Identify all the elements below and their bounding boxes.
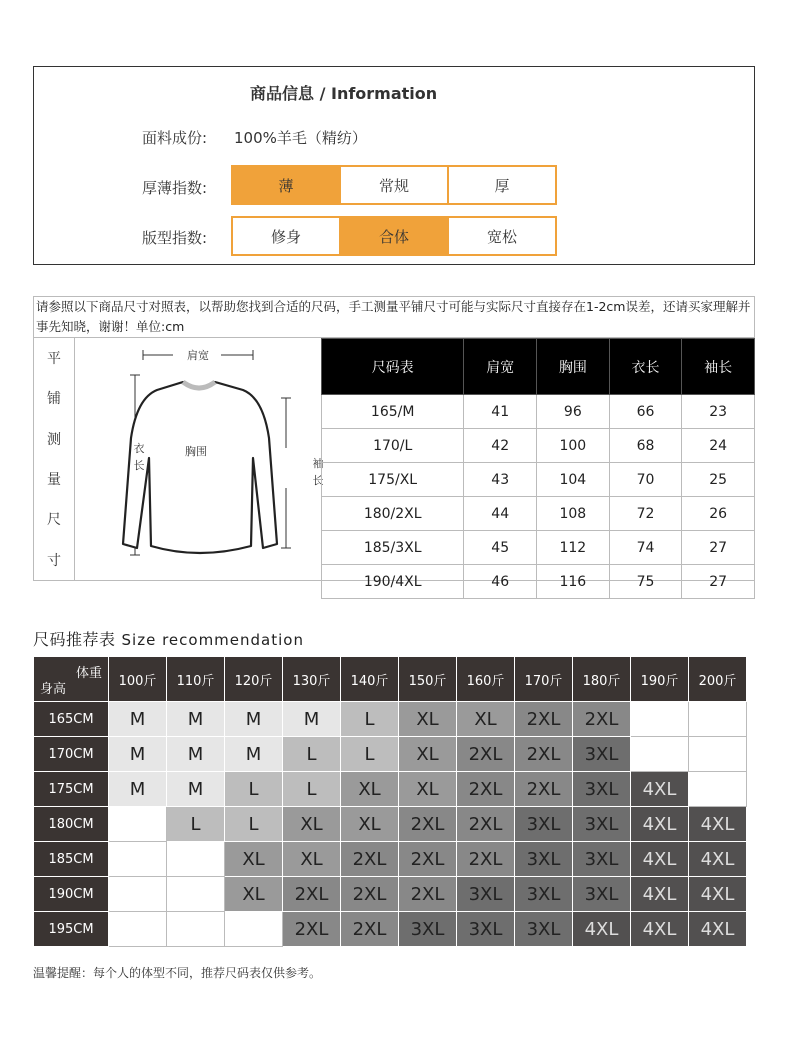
fit-options (231, 216, 557, 256)
corner-height: 身高 (40, 682, 67, 697)
weight-header: 180斤 (573, 657, 631, 702)
size-chart-cell: 42 (464, 429, 537, 463)
recommend-cell: 2XL (341, 912, 399, 947)
height-header: 185CM (34, 842, 109, 877)
recommend-cell: 2XL (341, 842, 399, 877)
recommend-cell: M (109, 772, 167, 807)
thickness-option-thick: 厚 (447, 165, 557, 205)
fit-option-slim: 修身 (231, 216, 341, 256)
side-char: 铺 (47, 391, 61, 408)
recommend-cell: XL (283, 807, 341, 842)
size-chart-cell: 27 (682, 565, 755, 599)
recommend-cell: 4XL (689, 912, 747, 947)
chest-label: 胸围 (185, 445, 207, 458)
recommend-table (33, 656, 747, 947)
recommend-row (34, 772, 747, 807)
col-shoulder: 肩宽 (464, 339, 537, 395)
corner-weight: 体重 (75, 666, 102, 681)
recommend-cell: 2XL (399, 877, 457, 912)
size-chart-cell: 46 (464, 565, 537, 599)
size-chart-cell: 43 (464, 463, 537, 497)
recommend-cell: 2XL (457, 772, 515, 807)
recommend-cell: XL (457, 702, 515, 737)
recommend-title (33, 627, 304, 650)
size-chart-cell: 74 (609, 531, 682, 565)
recommend-cell: 4XL (689, 807, 747, 842)
size-chart-cell: 44 (464, 497, 537, 531)
recommend-cell: 3XL (515, 842, 573, 877)
size-chart-cell: 175/XL (322, 463, 464, 497)
size-chart-cell: 100 (537, 429, 610, 463)
recommend-cell (167, 877, 225, 912)
weight-header: 100斤 (109, 657, 167, 702)
recommend-row (34, 737, 747, 772)
thickness-option-thin: 薄 (231, 165, 341, 205)
recommend-cell: L (167, 807, 225, 842)
length-label-1: 衣 (133, 442, 145, 455)
recommend-cell: 3XL (457, 912, 515, 947)
recommend-cell: 2XL (399, 842, 457, 877)
recommend-cell (109, 877, 167, 912)
size-chart-row (322, 463, 755, 497)
recommend-title-en: Size recommendation (121, 631, 304, 649)
size-chart-cell: 112 (537, 531, 610, 565)
size-chart-cell: 72 (609, 497, 682, 531)
recommend-cell: 4XL (631, 912, 689, 947)
corner-cell (34, 657, 109, 702)
recommend-row (34, 877, 747, 912)
size-chart-cell: 75 (609, 565, 682, 599)
recommend-cell: 2XL (283, 877, 341, 912)
recommend-cell: 4XL (689, 842, 747, 877)
recommend-cell: 2XL (515, 772, 573, 807)
recommend-cell: XL (341, 772, 399, 807)
recommend-cell: L (283, 772, 341, 807)
recommend-cell: XL (283, 842, 341, 877)
recommend-cell: M (225, 702, 283, 737)
recommend-cell: M (109, 702, 167, 737)
recommend-cell: M (167, 737, 225, 772)
size-chart-row (322, 565, 755, 599)
recommend-cell: L (225, 772, 283, 807)
recommend-cell: 3XL (515, 912, 573, 947)
height-header: 195CM (34, 912, 109, 947)
product-info-box (33, 66, 755, 265)
size-chart-cell: 68 (609, 429, 682, 463)
recommend-cell: 2XL (573, 702, 631, 737)
recommend-cell (225, 912, 283, 947)
weight-header: 150斤 (399, 657, 457, 702)
size-chart-cell: 170/L (322, 429, 464, 463)
tip-text: 温馨提醒：每个人的体型不同，推荐尺码表仅供参考。 (33, 966, 322, 980)
recommend-cell: 3XL (573, 737, 631, 772)
height-header: 180CM (34, 807, 109, 842)
recommend-cell: XL (399, 737, 457, 772)
size-chart-cell: 116 (537, 565, 610, 599)
recommend-cell: L (283, 737, 341, 772)
fit-option-loose: 宽松 (447, 216, 557, 256)
recommend-cell (631, 702, 689, 737)
recommend-cell: 3XL (515, 877, 573, 912)
recommend-row (34, 842, 747, 877)
recommend-cell: 2XL (515, 737, 573, 772)
recommend-cell: 2XL (457, 737, 515, 772)
col-sleeve: 袖长 (682, 339, 755, 395)
size-chart-cell: 41 (464, 395, 537, 429)
recommend-cell: L (341, 737, 399, 772)
recommend-cell: 2XL (457, 807, 515, 842)
recommend-cell (167, 912, 225, 947)
recommend-cell (689, 702, 747, 737)
recommend-cell (167, 842, 225, 877)
col-chest: 胸围 (537, 339, 610, 395)
recommend-row (34, 807, 747, 842)
recommend-cell: 4XL (573, 912, 631, 947)
recommend-cell: 4XL (689, 877, 747, 912)
recommend-cell: 2XL (399, 807, 457, 842)
recommend-cell: 3XL (457, 877, 515, 912)
recommend-cell: M (225, 737, 283, 772)
recommend-cell: XL (399, 702, 457, 737)
recommend-cell: 4XL (631, 772, 689, 807)
thickness-option-regular: 常规 (339, 165, 449, 205)
recommend-cell: M (167, 702, 225, 737)
recommend-cell (109, 912, 167, 947)
weight-header: 200斤 (689, 657, 747, 702)
height-header: 190CM (34, 877, 109, 912)
size-chart-row (322, 429, 755, 463)
fabric-value: 100%羊毛（精纺） (234, 129, 367, 147)
side-char: 尺 (47, 512, 61, 529)
recommend-cell: M (283, 702, 341, 737)
recommend-cell: XL (341, 807, 399, 842)
recommend-cell (631, 737, 689, 772)
fit-option-regular: 合体 (339, 216, 449, 256)
recommend-cell: 3XL (573, 807, 631, 842)
size-chart-cell: 96 (537, 395, 610, 429)
size-chart-cell: 180/2XL (322, 497, 464, 531)
recommend-cell: 4XL (631, 807, 689, 842)
size-chart-cell: 190/4XL (322, 565, 464, 599)
size-chart-cell: 185/3XL (322, 531, 464, 565)
recommend-cell: M (109, 737, 167, 772)
recommend-header (34, 657, 747, 702)
height-header: 165CM (34, 702, 109, 737)
size-chart-cell: 23 (682, 395, 755, 429)
size-chart-table (321, 338, 755, 599)
height-header: 175CM (34, 772, 109, 807)
recommend-row (34, 702, 747, 737)
fabric-label: 面料成份: (142, 129, 208, 147)
recommend-cell: 3XL (573, 772, 631, 807)
size-chart-cell: 104 (537, 463, 610, 497)
side-char: 测 (47, 431, 61, 448)
weight-header: 190斤 (631, 657, 689, 702)
size-chart-row (322, 497, 755, 531)
recommend-cell: L (341, 702, 399, 737)
size-chart-cell: 26 (682, 497, 755, 531)
col-size: 尺码表 (322, 339, 464, 395)
recommend-cell: 2XL (283, 912, 341, 947)
recommend-row (34, 912, 747, 947)
size-chart-cell: 66 (609, 395, 682, 429)
size-chart-row (322, 395, 755, 429)
recommend-cell (109, 842, 167, 877)
shoulder-label: 肩宽 (187, 349, 209, 362)
size-chart-row (322, 531, 755, 565)
weight-header: 170斤 (515, 657, 573, 702)
side-char: 平 (47, 351, 61, 368)
size-chart-cell: 25 (682, 463, 755, 497)
recommend-cell: 4XL (631, 877, 689, 912)
recommend-cell: 4XL (631, 842, 689, 877)
side-char: 量 (47, 472, 61, 489)
measure-table-section (33, 337, 755, 590)
height-header: 170CM (34, 737, 109, 772)
size-chart-cell: 24 (682, 429, 755, 463)
recommend-cell: 3XL (573, 877, 631, 912)
size-chart-cell: 165/M (322, 395, 464, 429)
size-chart-header (322, 339, 755, 395)
thickness-label: 厚薄指数: (142, 179, 208, 197)
recommend-cell: 2XL (341, 877, 399, 912)
recommend-cell (689, 772, 747, 807)
recommend-cell: M (167, 772, 225, 807)
weight-header: 110斤 (167, 657, 225, 702)
weight-header: 160斤 (457, 657, 515, 702)
size-chart-cell: 45 (464, 531, 537, 565)
recommend-cell: XL (399, 772, 457, 807)
recommend-cell: 3XL (515, 807, 573, 842)
length-label-2: 长 (133, 459, 145, 472)
info-title: 商品信息 / Information (250, 84, 438, 103)
fit-label: 版型指数: (142, 229, 208, 247)
recommend-cell: 2XL (515, 702, 573, 737)
recommend-cell (689, 737, 747, 772)
weight-header: 130斤 (283, 657, 341, 702)
recommend-cell: L (225, 807, 283, 842)
sweater-sketch (75, 338, 324, 580)
size-chart-cell: 70 (609, 463, 682, 497)
size-chart-cell: 27 (682, 531, 755, 565)
weight-header: 120斤 (225, 657, 283, 702)
size-chart-cell: 108 (537, 497, 610, 531)
flat-measure-label (34, 338, 75, 580)
measure-note: 请参照以下商品尺寸对照表，以帮助您找到合适的尺码，手工测量平铺尺寸可能与实际尺寸直接存在1-2cm误差，还请买家理解并事先知晓，谢谢！单位:cm (33, 296, 755, 337)
recommend-cell: 2XL (457, 842, 515, 877)
side-char: 寸 (47, 552, 61, 569)
sleeve-label-1: 袖 (312, 457, 324, 470)
recommend-title-cn: 尺码推荐表 (33, 630, 116, 649)
col-length: 衣长 (609, 339, 682, 395)
recommend-cell: XL (225, 842, 283, 877)
weight-header: 140斤 (341, 657, 399, 702)
recommend-cell: XL (225, 877, 283, 912)
recommend-cell (109, 807, 167, 842)
recommend-cell: 3XL (573, 842, 631, 877)
recommend-cell: 3XL (399, 912, 457, 947)
sleeve-label-2: 长 (312, 474, 324, 487)
thickness-options (231, 165, 557, 205)
